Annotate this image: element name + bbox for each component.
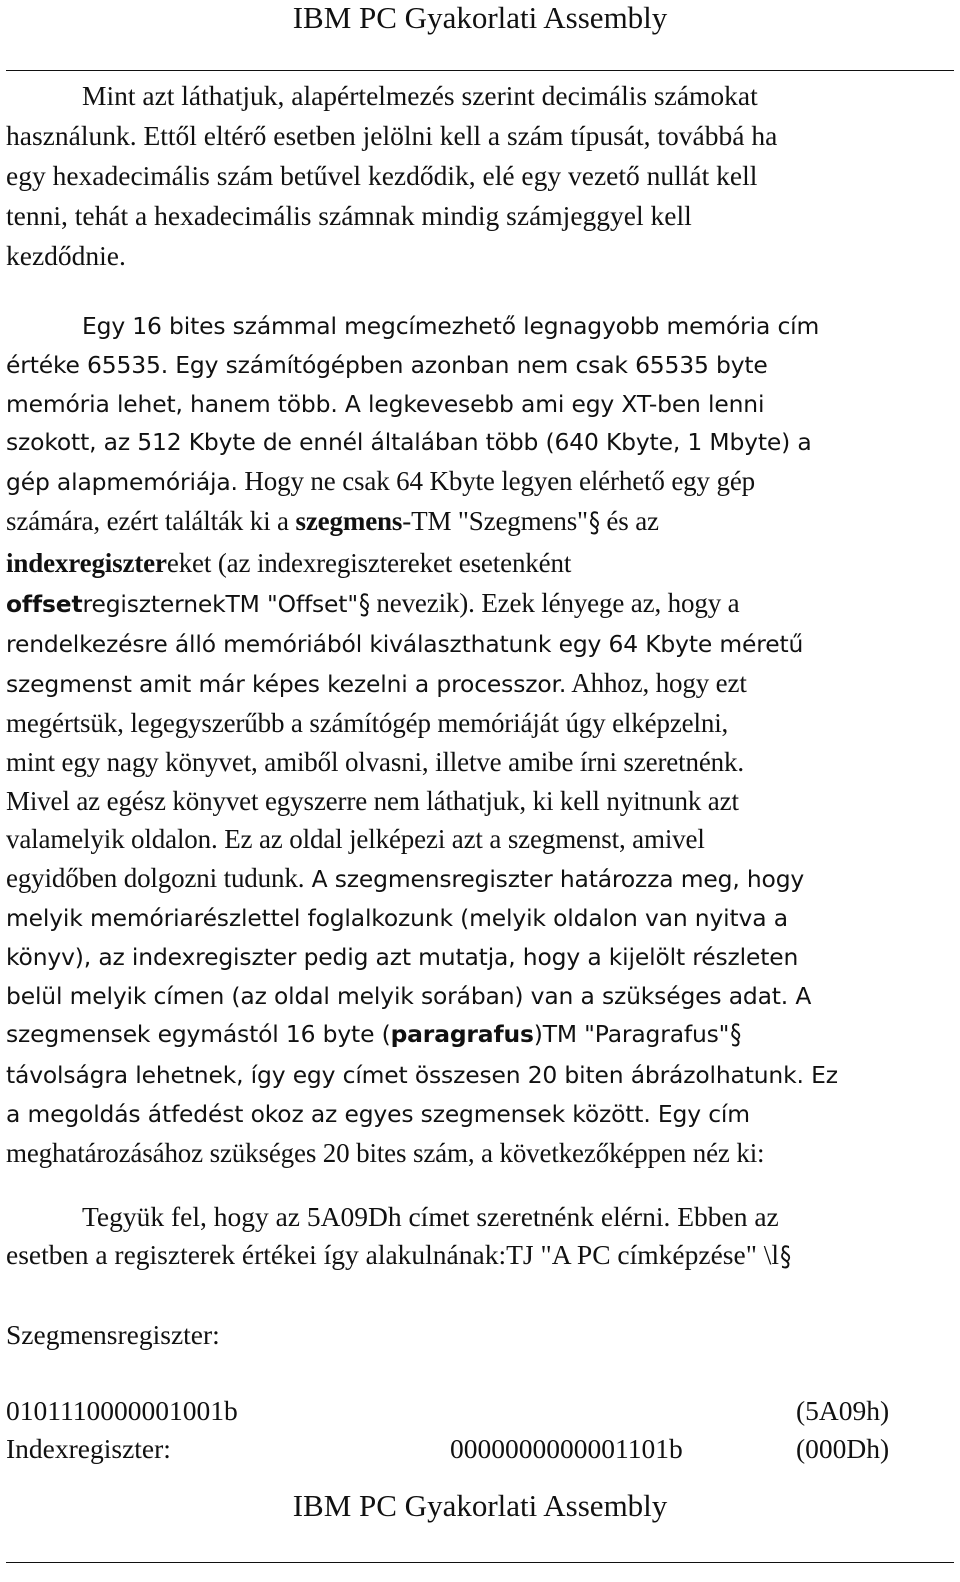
text-segment: gép alapmemóriája.	[6, 468, 238, 497]
segment-register-hex: (5A09h)	[796, 1395, 890, 1426]
paragraph-2	[6, 307, 906, 1173]
text-segment: Ahhoz, hogy ezt	[566, 668, 747, 699]
text-segment: regiszternekTM "Offset"	[82, 589, 358, 618]
segment-register-binary: 0101110000001001b	[6, 1395, 238, 1426]
text-segment: nevezik). Ezek lényege az, hogy a	[369, 587, 740, 618]
text-line: használunk. Ettől eltérő esetben jelölni kell a szám típusát, továbbá ha	[6, 120, 778, 151]
section-mark-icon: §	[358, 589, 370, 621]
text-segment: -TM "Szegmens"	[402, 505, 588, 536]
text-line: könyv), az indexregiszter pedig azt mutatja, hogy a kijelölt részleten	[6, 942, 799, 971]
text-segment: és az	[599, 505, 659, 536]
text-line: Egy 16 bites számmal megcímezhető legnagyobb memória cím	[82, 312, 820, 340]
text-line: egy hexadecimális szám betűvel kezdődik, elé egy vezető nullát kell	[6, 160, 758, 191]
text-line: kezdődnie.	[6, 240, 126, 271]
bold-term: szegmens	[295, 505, 403, 536]
text-line: meghatározásához szükséges 20 bites szám, a következőképpen néz ki:	[6, 1137, 765, 1168]
paragraph-1	[6, 76, 906, 276]
text-line: értéke 65535. Egy számítógépben azonban nem csak 65535 byte	[6, 350, 768, 379]
text-line: szokott, az 512 Kbyte de ennél általában több (640 Kbyte, 1 Mbyte) a	[6, 428, 812, 457]
section-mark-icon: §	[730, 1019, 742, 1052]
text-line: megértsük, legegyszerűbb a számítógép memóriáját úgy elképzelni,	[6, 707, 729, 738]
paragraph-3	[6, 1198, 906, 1277]
text-segment: számára, ezért találták ki a	[6, 505, 296, 536]
text-line: mint egy nagy könyvet, amiből olvasni, illetve amibe írni szeretnénk.	[6, 746, 744, 777]
index-register-label: Indexregiszter:	[6, 1433, 171, 1464]
text-segment: )TM "Paragrafus"	[533, 1020, 730, 1049]
text-line: Mint azt láthatjuk, alapértelmezés szerint decimális számokat	[82, 80, 758, 111]
text-line: Tegyük fel, hogy az 5A09Dh címet szeretnénk elérni. Ebben az	[82, 1201, 779, 1232]
text-line: melyik memóriarészlettel foglalkozunk (melyik oldalon van nyitva a	[6, 903, 788, 932]
bold-term: indexregiszter	[6, 547, 167, 578]
text-line: Mivel az egész könyvet egyszerre nem láthatjuk, ki kell nyitnunk azt	[6, 785, 739, 816]
text-segment: egyidőben dolgozni tudunk.	[6, 863, 305, 894]
text-segment: szegmenst amit már képes kezelni a processzor.	[6, 670, 567, 699]
section-mark-icon: §	[780, 1241, 792, 1273]
text-line: távolságra lehetnek, így egy címet összesen 20 biten ábrázolhatunk. Ez	[6, 1061, 838, 1090]
header-rule	[6, 70, 954, 71]
text-line: belül melyik címen (az oldal melyik sorában) van a szükséges adat. A	[6, 981, 812, 1010]
footer-rule	[6, 1562, 954, 1563]
text-segment: memória lehet, hanem több. A legkevesebb ami egy XT-ben lenni	[6, 389, 765, 418]
text-segment: Hogy ne csak 64 Kbyte legyen elérhető egy gép	[237, 466, 756, 497]
text-line: valamelyik oldalon. Ez az oldal jelképezi azt a szegmenst, amivel	[6, 824, 705, 855]
text-segment: A szegmensregiszter határozza meg, hogy	[304, 865, 805, 894]
segment-register-label: Szegmensregiszter:	[6, 1319, 220, 1350]
text-segment: esetben a regiszterek értékei így alakulnának:TJ "A PC címképzése" \l	[6, 1239, 780, 1270]
index-register-binary: 0000000000001101b	[450, 1433, 683, 1464]
text-segment: szegmensek egymástól 16 byte (	[6, 1020, 391, 1049]
text-line: a megoldás átfedést okoz az egyes szegmensek között. Egy cím	[6, 1099, 750, 1128]
page-footer-title: IBM PC Gyakorlati Assembly	[292, 1488, 668, 1523]
bold-term: paragrafus	[390, 1020, 534, 1049]
text-segment: eket (az indexregisztereket esetenként	[166, 547, 572, 578]
text-line: rendelkezésre álló memóriából kiválaszthatunk egy 64 Kbyte méretű	[6, 630, 804, 659]
bold-term: offset	[6, 589, 83, 618]
index-register-hex: (000Dh)	[796, 1433, 890, 1464]
section-mark-icon: §	[588, 507, 600, 539]
page-header-title: IBM PC Gyakorlati Assembly	[292, 0, 668, 35]
text-line: tenni, tehát a hexadecimális számnak mindig számjeggyel kell	[6, 200, 692, 231]
